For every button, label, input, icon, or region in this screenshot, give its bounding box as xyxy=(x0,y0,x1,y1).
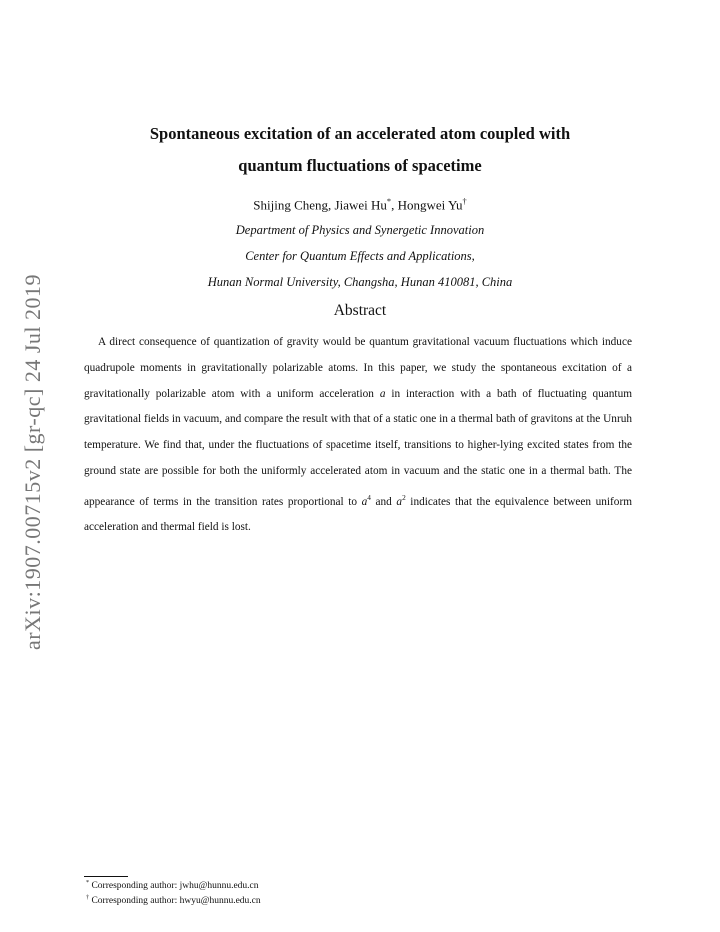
affiliation-line-3: Hunan Normal University, Changsha, Hunan 410081, China xyxy=(207,275,513,289)
paper-title xyxy=(80,118,640,182)
abstract-text-2: in interaction with a bath of fluctuating quantum gravitational fields in vacuum, and compare the result with that of a static one in a thermal bath of gravitons at the Unruh temperature. We find that, under the fluctuations of spacetime itself, transitions to higher-lying excited states from the ground state are possible for both the uniformly accelerated atom in vacuum and the static one in a thermal bath. The appearance of terms in the transition rates proportional to xyxy=(84,387,632,508)
footnote-1-mark: * xyxy=(86,880,90,886)
title-line-2: quantum fluctuations of spacetime xyxy=(238,156,482,175)
exponent-4: 4 xyxy=(367,492,371,502)
affiliation-line-1: Department of Physics and Synergetic Innovation xyxy=(235,223,485,237)
var-a2: a xyxy=(396,495,403,508)
affiliation-line-2: Center for Quantum Effects and Applications, xyxy=(245,249,475,263)
author-2-mark: * xyxy=(386,196,392,206)
abstract-and: and xyxy=(370,495,397,508)
author-3-mark: † xyxy=(462,196,467,206)
arxiv-identifier: arXiv:1907.00715v2 [gr-qc] 24 Jul 2019 xyxy=(20,273,46,651)
abstract-text-3: indicates that the equivalence between uniform acceleration and thermal field is lost. xyxy=(84,495,633,534)
footnote-divider xyxy=(84,876,128,877)
arxiv-side-stamp xyxy=(8,262,58,662)
author-2-separator: , xyxy=(391,197,395,213)
footnote-2-mark: † xyxy=(86,895,90,901)
exponent-2: 2 xyxy=(402,492,406,502)
footnote-2 xyxy=(86,895,261,906)
footnote-2-text: Corresponding author: hwyu@hunnu.edu.cn xyxy=(89,896,261,907)
author-list xyxy=(80,196,640,213)
author-3: Hongwei Yu xyxy=(397,197,463,213)
abstract-body xyxy=(84,330,632,541)
footnote-1 xyxy=(86,880,259,891)
abstract-text-1: A direct consequence of quantization of gravity would be quantum gravitational vacuum fluctuations which induce quadrupole moments in gravitationally polarizable atoms. In this paper, we study the spontaneous excitation of a gravitationally polarizable atom with a uniform acceleration xyxy=(84,336,632,400)
var-a4: a xyxy=(361,495,368,508)
footnote-1-text: Corresponding author: jwhu@hunnu.edu.cn xyxy=(89,881,259,892)
abstract-heading: Abstract xyxy=(333,302,387,319)
title-line-1: Spontaneous excitation of an accelerated atom coupled with xyxy=(149,124,571,143)
var-a: a xyxy=(379,387,386,400)
author-1: Shijing Cheng, xyxy=(253,197,332,213)
abstract-paragraph xyxy=(84,330,632,541)
author-2: Jiawei Hu xyxy=(334,197,387,213)
